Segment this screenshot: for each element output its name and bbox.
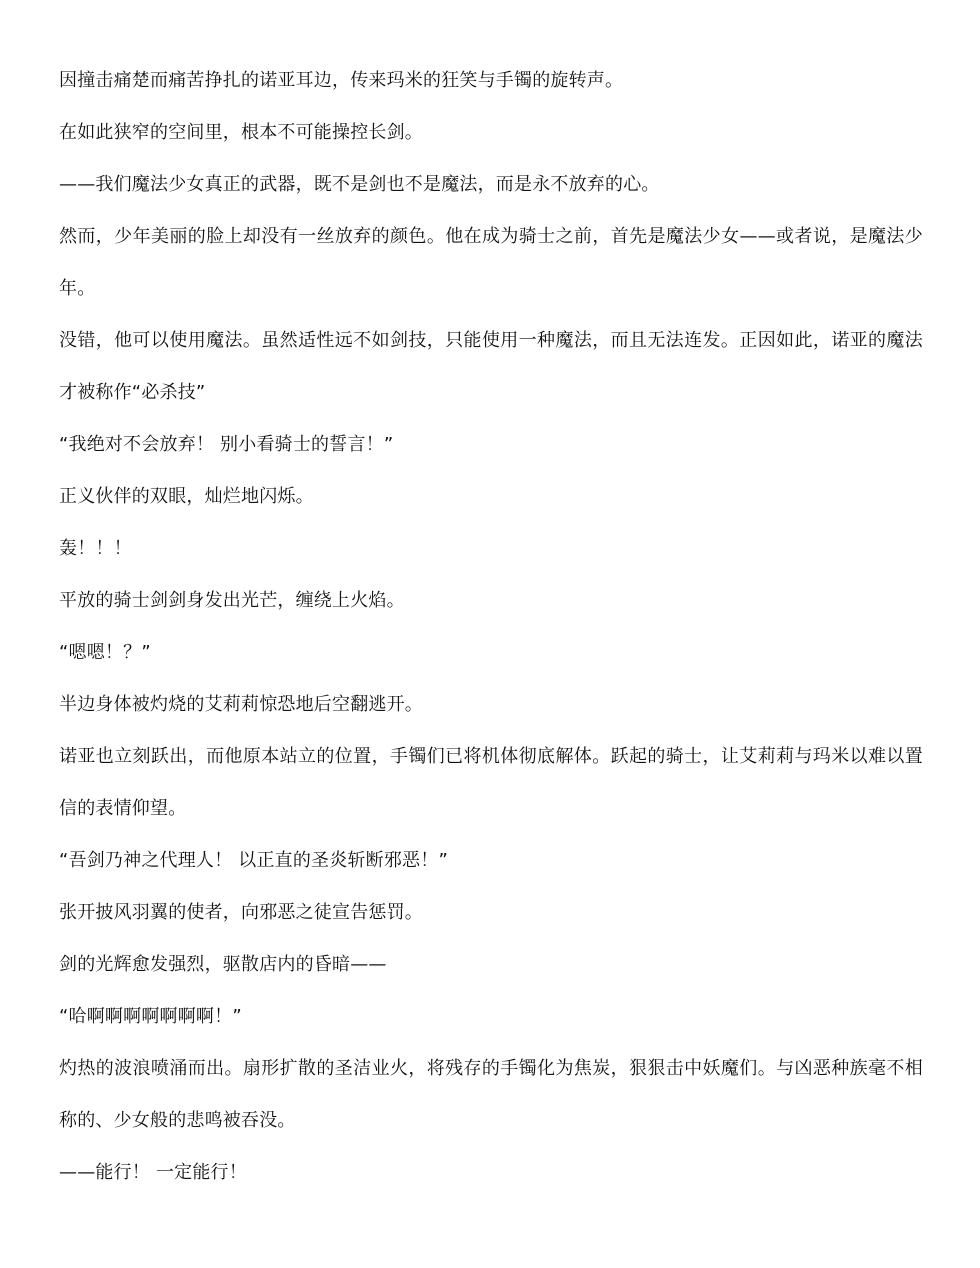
paragraph: “哈啊啊啊啊啊啊啊！” [59, 1006, 242, 1027]
paragraph: 没错，他可以使用魔法。虽然适性远不如剑技，只能使用一种魔法，而且无法连发。正因如此，诺亚的魔法才被称作“必杀技” [59, 330, 923, 403]
paragraph: 正义伙伴的双眼，灿烂地闪烁。 [59, 486, 314, 507]
paragraph: 轰！！！ [59, 538, 132, 559]
paragraph: 剑的光辉愈发强烈，驱散店内的昏暗—— [59, 954, 387, 975]
paragraph: “嗯嗯！？” [59, 642, 151, 663]
paragraph: 因撞击痛楚而痛苦挣扎的诺亚耳边，传来玛米的狂笑与手镯的旋转声。 [59, 70, 624, 91]
paragraph: 在如此狭窄的空间里，根本不可能操控长剑。 [59, 122, 423, 143]
paragraph: 灼热的波浪喷涌而出。扇形扩散的圣洁业火，将残存的手镯化为焦炭，狠狠击中妖魔们。与凶恶种族毫不相称的、少女般的悲鸣被吞没。 [59, 1058, 923, 1131]
paragraph: ——能行！ 一定能行！ [59, 1162, 247, 1183]
paragraph: 然而，少年美丽的脸上却没有一丝放弃的颜色。他在成为骑士之前，首先是魔法少女——或者说，是魔法少年。 [59, 226, 923, 299]
document-page [59, 55, 923, 1199]
paragraph: 张开披风羽翼的使者，向邪恶之徒宣告惩罚。 [59, 902, 423, 923]
paragraph: 诺亚也立刻跃出，而他原本站立的位置，手镯们已将机体彻底解体。跃起的骑士，让艾莉莉与玛米以难以置信的表情仰望。 [59, 746, 923, 819]
paragraph: “我绝对不会放弃！ 别小看骑士的誓言！” [59, 434, 394, 455]
paragraph: ——我们魔法少女真正的武器，既不是剑也不是魔法，而是永不放弃的心。 [59, 174, 660, 195]
paragraph: 半边身体被灼烧的艾莉莉惊恐地后空翻逃开。 [59, 694, 423, 715]
paragraph: 平放的骑士剑剑身发出光芒，缠绕上火焰。 [59, 590, 405, 611]
paragraph: “吾剑乃神之代理人！ 以正直的圣炎斩断邪恶！” [59, 850, 448, 871]
